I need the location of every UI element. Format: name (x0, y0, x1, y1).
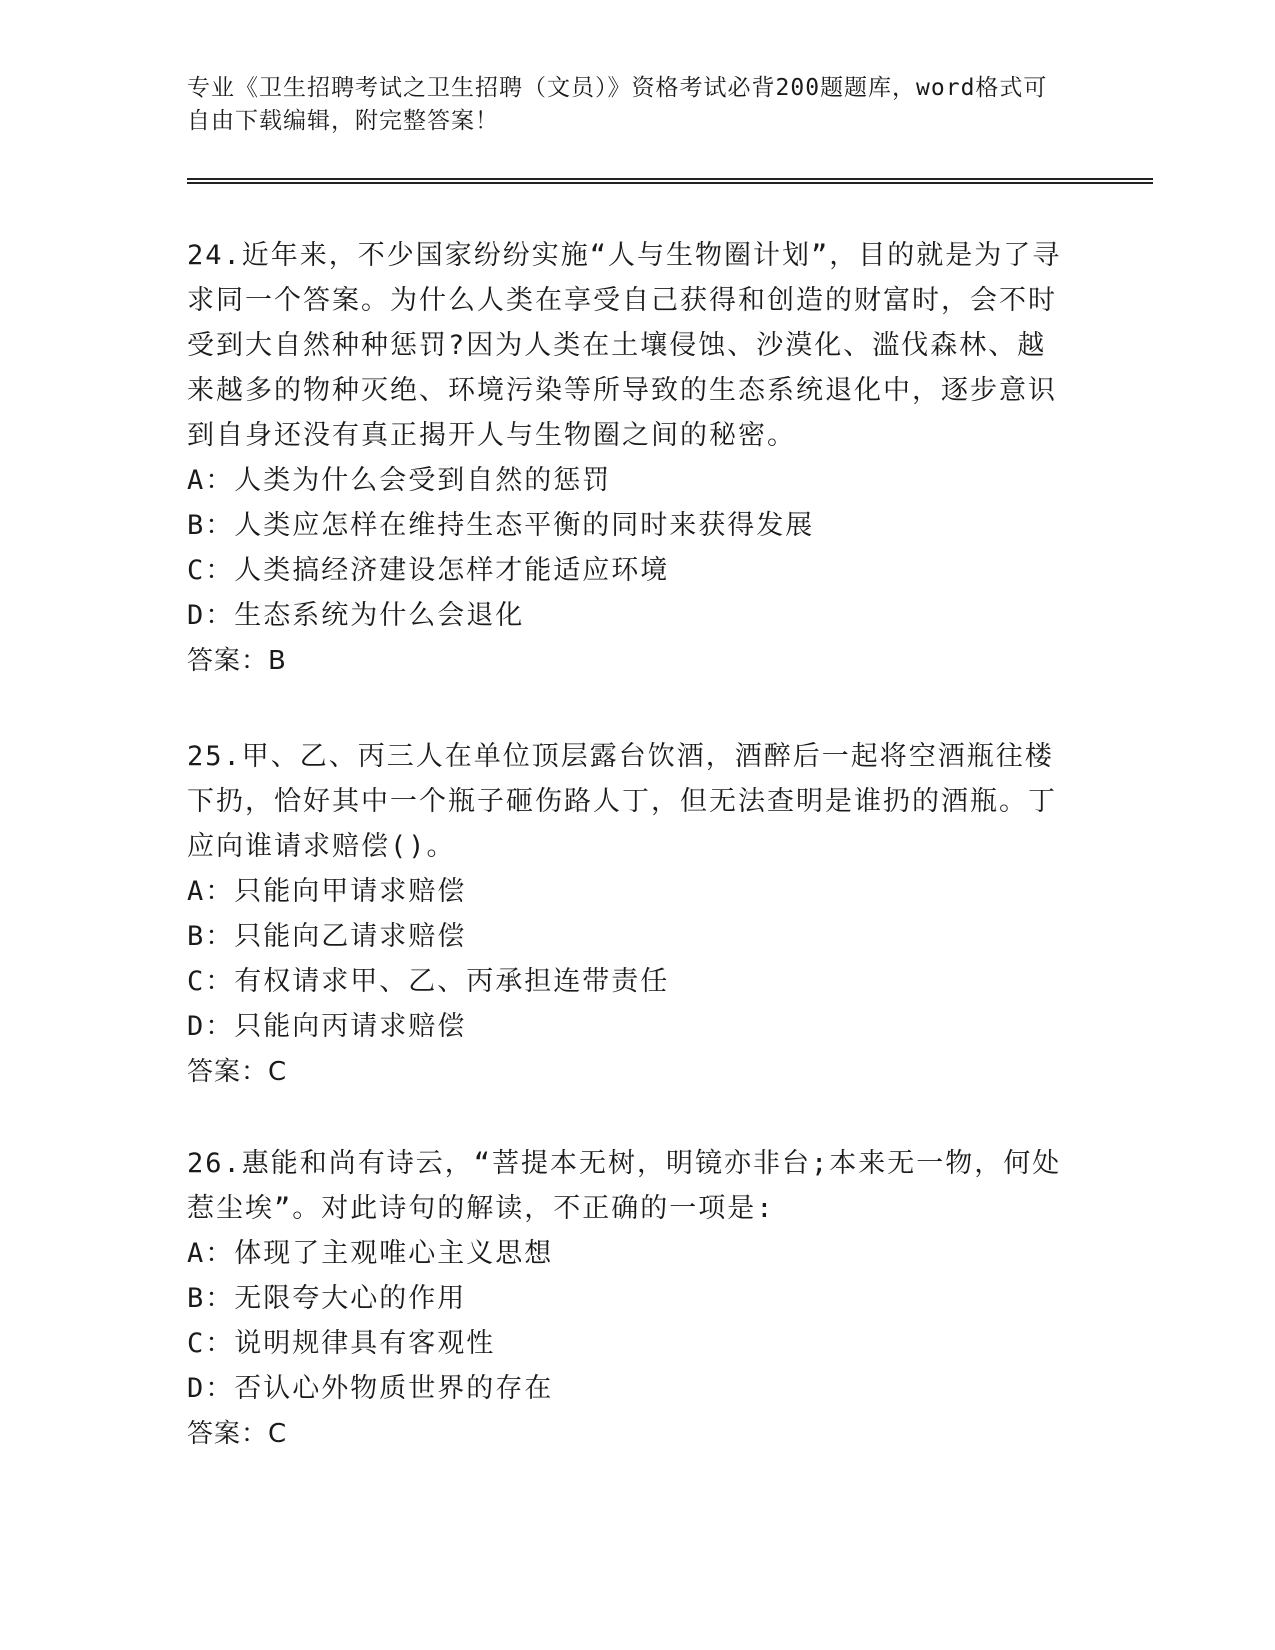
option-c: C：有权请求甲、乙、丙承担连带责任 (187, 966, 670, 997)
header-divider (187, 178, 1153, 184)
option-b: B：只能向乙请求赔偿 (187, 921, 467, 952)
answer: 答案：B (187, 646, 287, 676)
question-25 (187, 734, 1067, 1095)
option-a: A：人类为什么会受到自然的惩罚 (187, 465, 612, 496)
question-26 (187, 1141, 1067, 1457)
answer: 答案：C (187, 1057, 288, 1087)
document-header (187, 72, 1057, 138)
question-text: 25.甲、乙、丙三人在单位顶层露台饮酒，酒醉后一起将空酒瓶往楼下扔，恰好其中一个瓶子砸伤路人丁，但无法查明是谁扔的酒瓶。丁应向谁请求赔偿()。 (187, 741, 1057, 862)
option-d: D：只能向丙请求赔偿 (187, 1011, 467, 1042)
question-text: 26.惠能和尚有诗云，“菩提本无树，明镜亦非台;本来无一物，何处惹尘埃”。对此诗句的解读，不正确的一项是: (187, 1148, 1062, 1224)
question-24 (187, 233, 1067, 684)
option-b: B：人类应怎样在维持生态平衡的同时来获得发展 (187, 510, 815, 541)
option-a: A：只能向甲请求赔偿 (187, 876, 467, 907)
header-text: 专业《卫生招聘考试之卫生招聘（文员）》资格考试必背200题题库，word格式可自由下载编辑，附完整答案！ (187, 75, 1048, 134)
question-text: 24.近年来，不少国家纷纷实施“人与生物圈计划”，目的就是为了寻求同一个答案。为什么人类在享受自己获得和创造的财富时，会不时受到大自然种种惩罚?因为人类在土壤侵蚀、沙漠化、滥伐森林、越来越多的物种灭绝、环境污染等所导致的生态系统退化中，逐步意识到自身还没有真正揭开人与生物圈之间的秘密。 (187, 240, 1062, 451)
option-d: D：生态系统为什么会退化 (187, 600, 525, 631)
option-b: B：无限夸大心的作用 (187, 1283, 467, 1314)
option-d: D：否认心外物质世界的存在 (187, 1373, 554, 1404)
option-c: C：人类搞经济建设怎样才能适应环境 (187, 555, 670, 586)
option-c: C：说明规律具有客观性 (187, 1328, 496, 1359)
answer: 答案：C (187, 1419, 288, 1449)
option-a: A：体现了主观唯心主义思想 (187, 1238, 554, 1269)
